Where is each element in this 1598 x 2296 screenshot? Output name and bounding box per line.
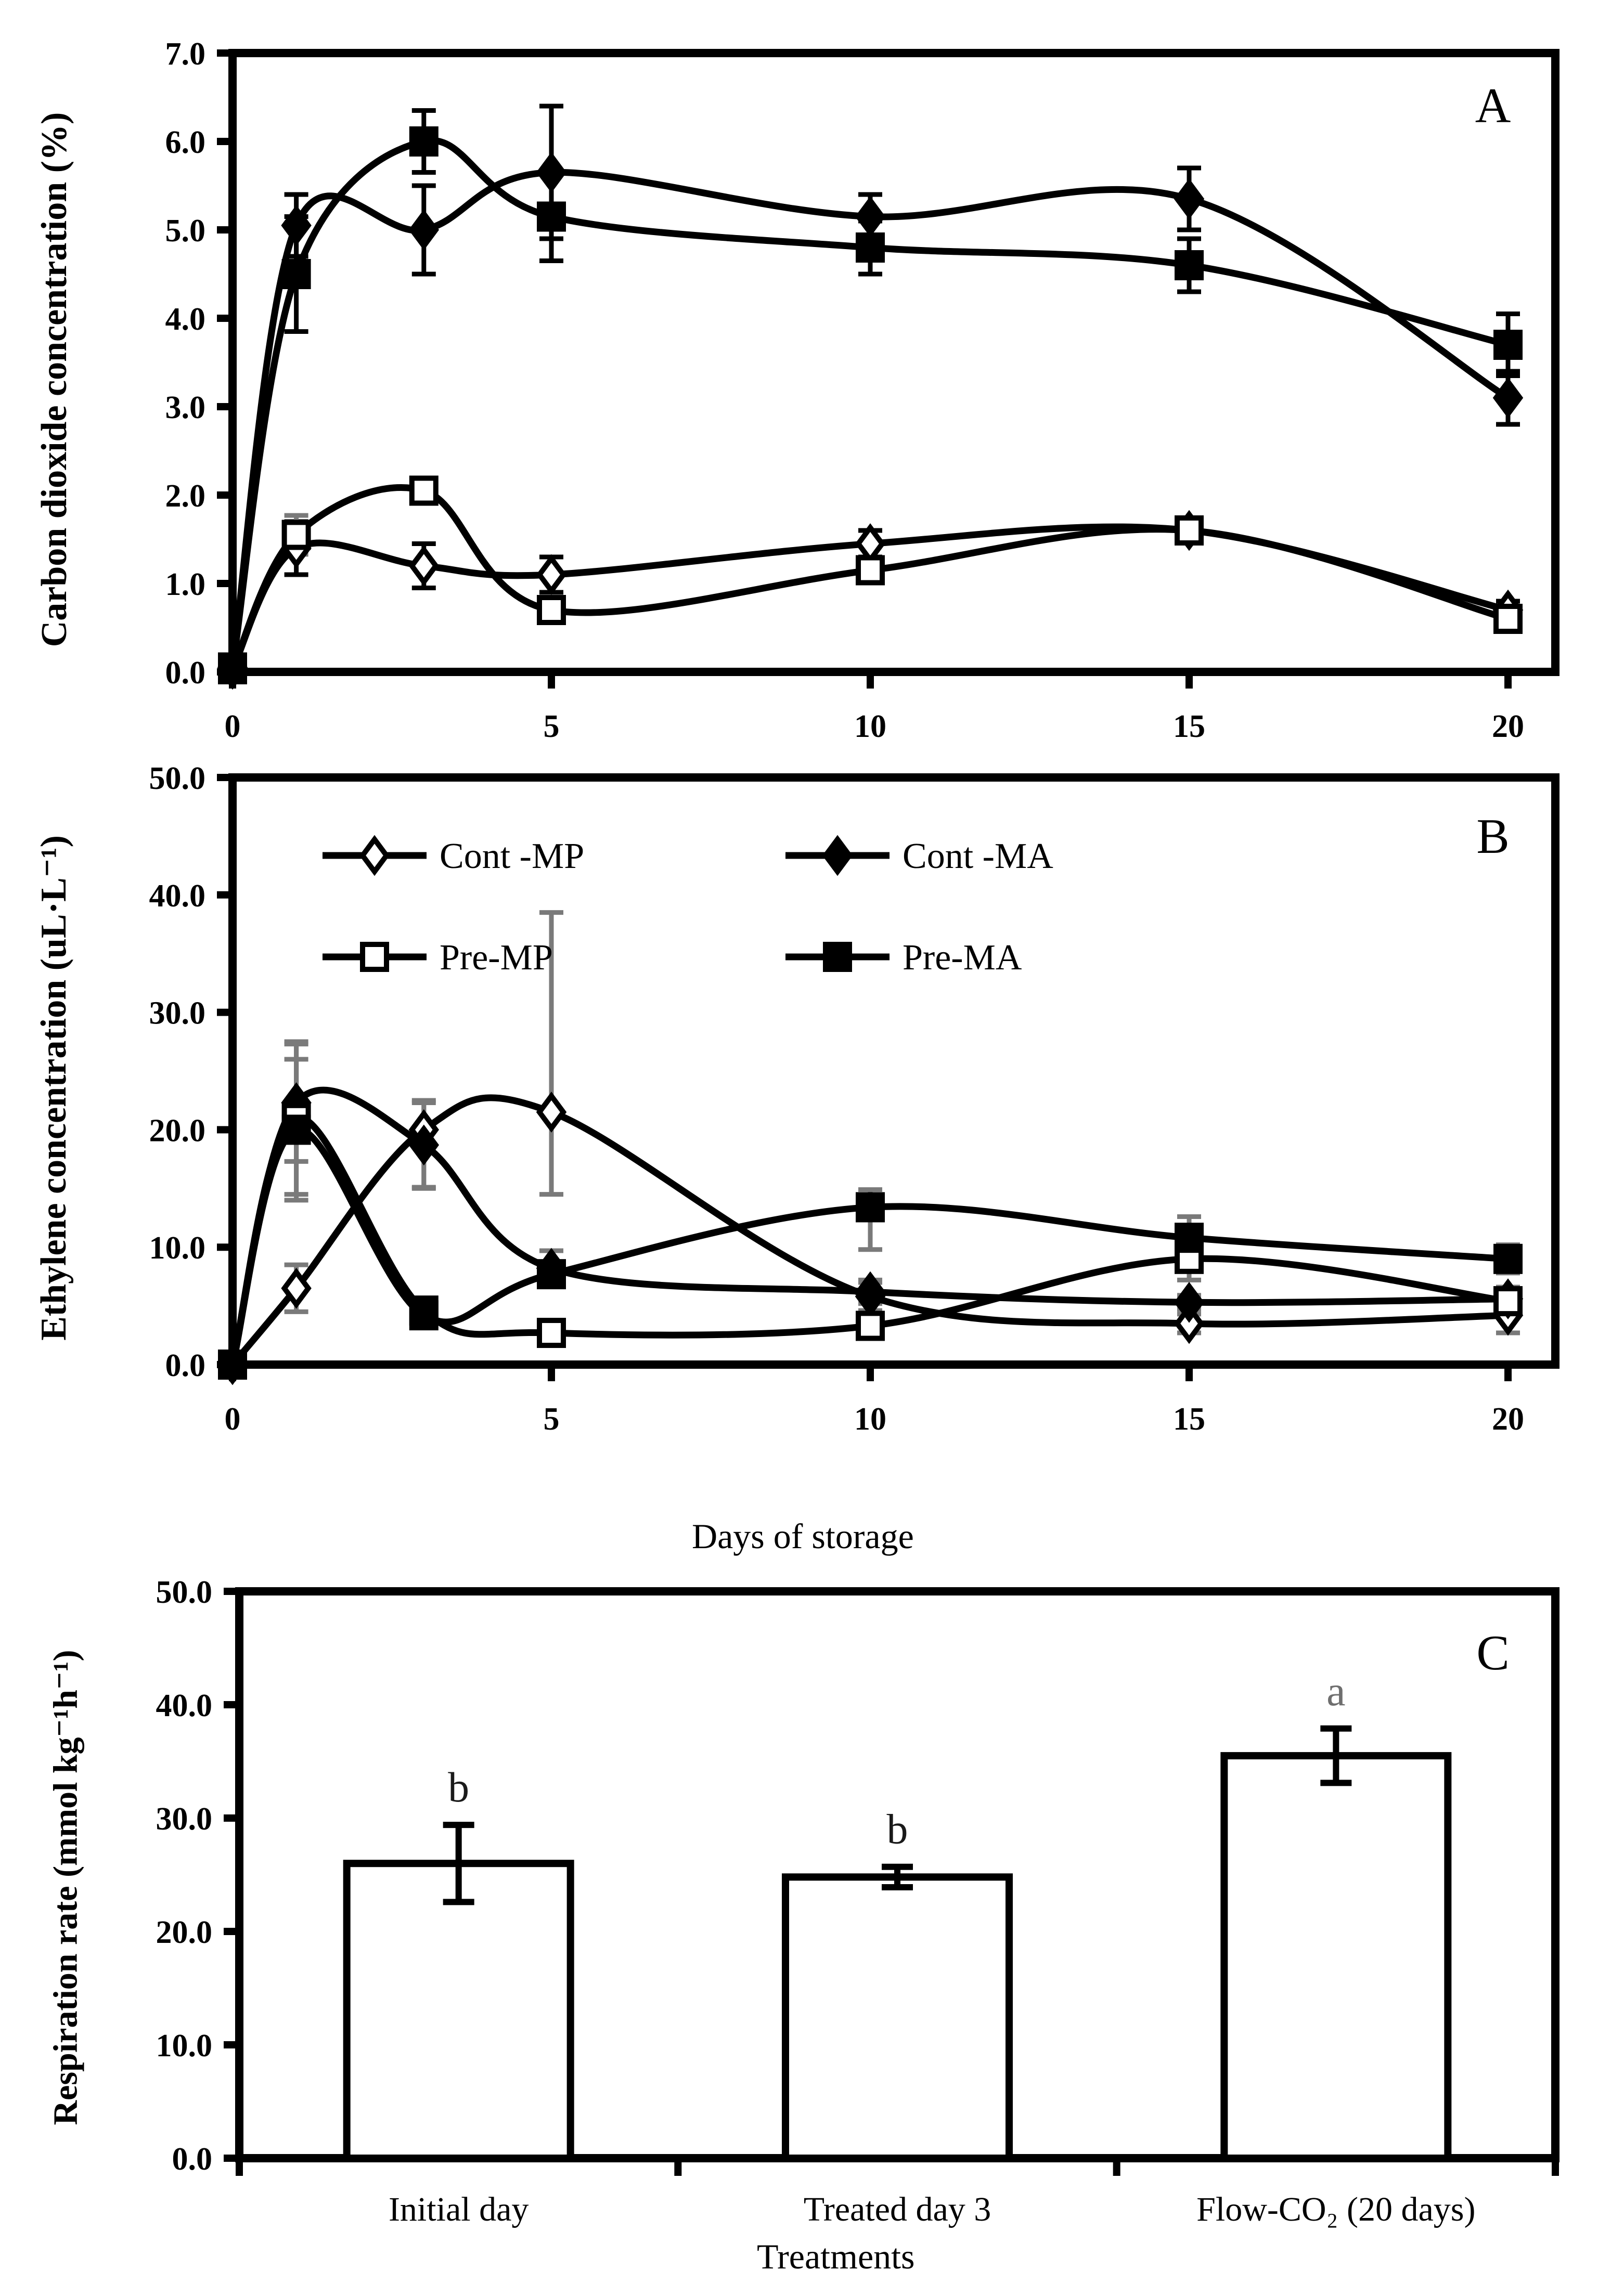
panel-a (165, 36, 1556, 744)
y-tick-label: 30.0 (156, 1801, 212, 1837)
significance-letter: b (448, 1763, 470, 1811)
panel-letter-c: C (1476, 1625, 1510, 1680)
square-filled-marker (285, 262, 308, 287)
category-label: Flow-CO₂ (20 days) (1196, 2190, 1476, 2228)
y-tick-label: 50.0 (149, 761, 205, 796)
y-tick-label: 20.0 (156, 1915, 212, 1950)
panel-a-y-axis-title: Carbon dioxide concentration (%) (34, 112, 74, 647)
treatments-x-axis-title: Treatments (757, 2237, 915, 2276)
square-filled-marker (858, 1195, 882, 1220)
significance-letter: b (886, 1805, 908, 1853)
y-tick-label: 3.0 (165, 390, 205, 425)
significance-letter: a (1326, 1667, 1346, 1715)
diamond-open-marker (539, 559, 563, 591)
y-tick-label: 40.0 (156, 1688, 212, 1723)
y-tick-label: 40.0 (149, 878, 205, 914)
series-markers-Cont-MP (221, 514, 1520, 685)
diamond-filled-marker (412, 214, 436, 246)
diamond-filled-marker (1177, 183, 1201, 215)
square-filled-marker (539, 204, 563, 229)
category-label: Initial day (388, 2190, 529, 2228)
square-filled-marker (1177, 253, 1201, 278)
square-filled-marker (221, 655, 244, 680)
diamond-open-marker (363, 839, 386, 872)
days-of-storage-x-axis-title: Days of storage (692, 1516, 914, 1556)
square-open-marker (285, 523, 308, 548)
series-Pre-MP (285, 1042, 1520, 1342)
x-tick-label: 5 (543, 709, 560, 744)
panel-letter-b: B (1476, 809, 1510, 864)
diamond-open-marker (412, 550, 436, 582)
x-tick-label: 20 (1492, 709, 1524, 744)
panel-c-y-axis-title: Respiration rate (mmol kg⁻¹h⁻¹) (46, 1650, 85, 2125)
diamond-filled-marker (826, 839, 849, 872)
y-tick-label: 30.0 (149, 995, 205, 1031)
x-tick-label: 0 (224, 709, 241, 744)
y-tick-label: 4.0 (165, 302, 205, 337)
y-tick-label: 20.0 (149, 1113, 205, 1149)
y-tick-label: 0.0 (165, 655, 205, 691)
square-filled-marker (539, 1262, 563, 1287)
square-filled-marker (858, 235, 882, 260)
diamond-filled-marker (1496, 382, 1520, 414)
bar-2 (785, 1877, 1009, 2158)
square-filled-marker (221, 1352, 244, 1377)
square-open-marker (1496, 606, 1520, 631)
square-open-marker (412, 478, 436, 503)
legend-label: Cont -MA (903, 836, 1053, 876)
y-tick-label: 1.0 (165, 567, 205, 602)
diamond-filled-marker (858, 201, 882, 233)
x-tick-label: 15 (1173, 1402, 1205, 1437)
y-tick-label: 6.0 (165, 125, 205, 160)
square-open-marker (539, 1320, 563, 1345)
diamond-open-marker (539, 1096, 563, 1128)
y-tick-label: 5.0 (165, 213, 205, 249)
y-tick-label: 0.0 (172, 2142, 212, 2177)
x-tick-label: 0 (224, 1402, 241, 1437)
y-tick-label: 0.0 (165, 1348, 205, 1383)
legend-label: Pre-MP (440, 938, 553, 978)
legend-label: Cont -MP (440, 836, 585, 876)
square-filled-marker (412, 129, 436, 154)
diamond-filled-marker (539, 157, 563, 189)
square-filled-marker (412, 1303, 436, 1328)
square-open-marker (539, 598, 563, 622)
square-filled-marker (285, 1117, 308, 1142)
panel-letter-a: A (1475, 78, 1511, 133)
x-tick-label: 20 (1492, 1402, 1524, 1437)
legend (323, 836, 1053, 978)
y-tick-label: 7.0 (165, 36, 205, 72)
y-tick-label: 10.0 (156, 2028, 212, 2064)
square-filled-marker (1496, 332, 1520, 357)
panel-c (156, 1575, 1556, 2228)
x-tick-label: 10 (854, 709, 886, 744)
x-tick-label: 10 (854, 1402, 886, 1437)
panel-b (149, 761, 1556, 1437)
x-tick-label: 5 (543, 1402, 560, 1437)
square-open-marker (363, 944, 386, 969)
bar-3 (1224, 1756, 1448, 2158)
category-label: Treated day 3 (803, 2190, 991, 2228)
square-filled-marker (1177, 1225, 1201, 1250)
series-markers-Pre-MP (221, 478, 1520, 682)
legend-label: Pre-MA (903, 938, 1022, 978)
square-filled-marker (1496, 1247, 1520, 1272)
panel-b-y-axis-title: Ethylene concentration (uL·L⁻¹) (34, 835, 74, 1341)
square-open-marker (1177, 518, 1201, 543)
square-open-marker (1496, 1289, 1520, 1314)
y-tick-label: 50.0 (156, 1575, 212, 1610)
y-tick-label: 10.0 (149, 1230, 205, 1266)
square-open-marker (858, 558, 882, 583)
square-open-marker (858, 1313, 882, 1338)
bar-1 (347, 1863, 571, 2158)
square-filled-marker (826, 944, 849, 969)
x-tick-label: 15 (1173, 709, 1205, 744)
y-tick-label: 2.0 (165, 478, 205, 514)
